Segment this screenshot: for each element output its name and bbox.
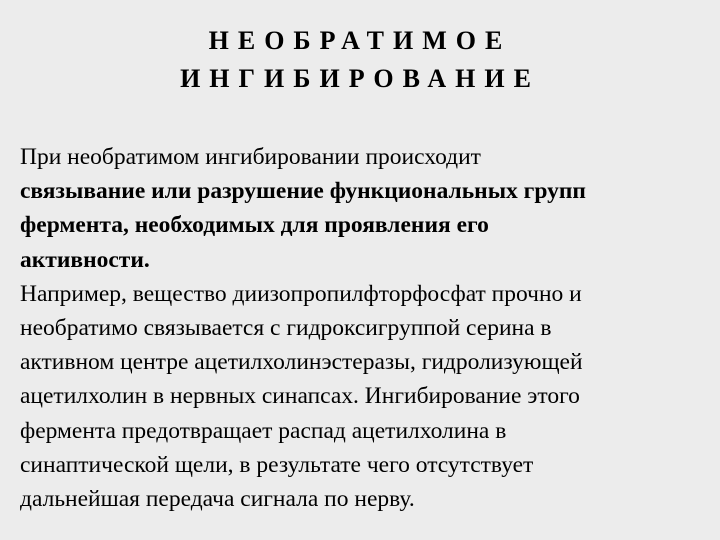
body-line-2-bold: связывание или разрушение функциональных групп bbox=[20, 178, 586, 205]
slide-title bbox=[0, 22, 720, 98]
example-line-3: активном центре ацетилхолинэстеразы, гидролизующей bbox=[20, 349, 583, 376]
example-line-5: фермента предотвращает распад ацетилхолина в bbox=[20, 417, 507, 444]
title-line-2: ИНГИБИРОВАНИЕ bbox=[180, 64, 540, 93]
body-line-3-bold: фермента, необходимых для проявления его bbox=[20, 212, 489, 239]
body-line-1: При необратимом ингибировании происходит bbox=[20, 144, 481, 170]
slide-body bbox=[20, 140, 710, 516]
example-line-1: Например, вещество диизопропилфторфосфат прочно и bbox=[20, 280, 582, 307]
body-line-4-bold: активности. bbox=[20, 246, 150, 273]
title-line-1: НЕОБРАТИМОЕ bbox=[208, 26, 512, 55]
example-line-6: синаптической щели, в результате чего отсутствует bbox=[20, 451, 534, 478]
example-line-4: ацетилхолин в нервных синапсах. Ингибирование этого bbox=[20, 383, 580, 410]
example-line-7: дальнейшая передача сигнала по нерву. bbox=[20, 486, 415, 513]
example-line-2: необратимо связывается с гидроксигруппой серина в bbox=[20, 315, 552, 342]
